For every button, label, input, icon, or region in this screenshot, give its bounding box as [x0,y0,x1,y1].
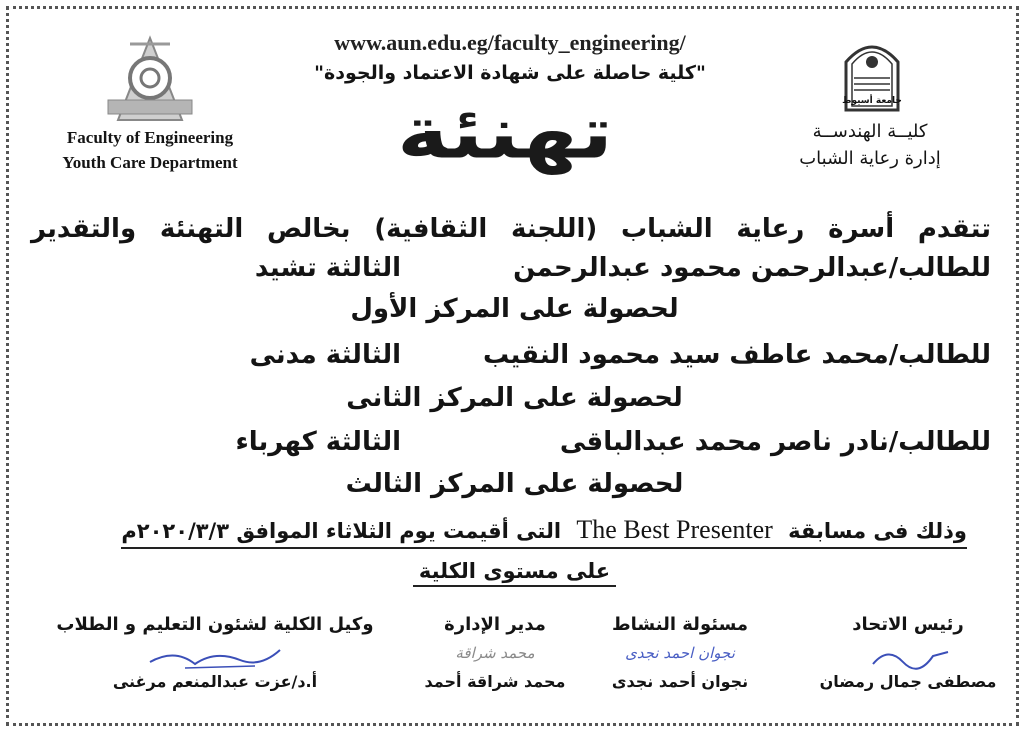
winner-row-1 [36,253,991,289]
signature-1-role: رئيس الاتحاد [852,614,964,635]
faculty-name-arabic [780,118,960,172]
competition-intro-text: وذلك فى مسابقة [788,519,967,543]
faculty-name-ar-line1: كليــة الهندســة [812,121,928,142]
department-name-en-line2: Youth Care Department [62,153,238,172]
accreditation-note: "كلية حاصلة على شهادة الاعتماد والجودة" [314,62,706,84]
competition-level-text: على مستوى الكلية [413,559,616,587]
signature-3-name: محمد شراقة أحمد [424,672,566,691]
signature-2-role: مسئولة النشاط [611,614,749,635]
winner-3-name: للطالب/نادر ناصر محمد عبدالباقى [559,427,991,457]
competition-date-text: التى أقيمت يوم الثلاثاء الموافق ٢٠٢٠/٣/٣م [121,519,562,543]
winner-1-department: الثالثة تشيد [254,253,401,283]
winner-3-department: الثالثة كهرباء [235,427,401,457]
competition-name: The Best Presenter [576,515,773,544]
intro-sentence: تتقدم أسرة رعاية الشباب (اللجنة الثقافية) بخالص التهنئة والتقدير [31,214,991,244]
signature-1-scribble [808,644,1008,672]
signature-3-handwriting: محمد شراقة [455,644,535,662]
signature-3-role: مدير الإدارة [444,614,546,635]
winner-2-name: للطالب/محمد عاطف سيد محمود النقيب [483,340,991,370]
university-emblem-logo [840,32,904,112]
signature-activity-supervisor [590,614,770,691]
signature-2-name: نجوان أحمد نجدى [611,672,749,691]
competition-statement [121,515,967,549]
faculty-name-en-line1: Faculty of Engineering [66,128,234,147]
winner-row-3 [36,427,991,463]
winner-row-2 [36,340,991,376]
logo-university-label: جامعة أسيوط [842,96,902,106]
signature-administration-director [410,614,580,691]
congratulations-headline: تهنئة [396,90,614,175]
signature-4-role: وكيل الكلية لشئون التعليم و الطلاب [56,614,374,635]
signature-vice-dean [30,614,400,691]
faculty-name-english [30,125,270,175]
signature-4-scribble [30,644,400,672]
winner-1-place: لحصولة على المركز الأول [350,294,679,324]
department-name-ar-line2: إدارة رعاية الشباب [799,148,941,169]
signature-union-president [808,614,1008,691]
signature-4-name: أ.د/عزت عبدالمنعم مرغنى [112,672,318,691]
winner-1-name: للطالب/عبدالرحمن محمود عبدالرحمن [513,253,991,283]
winner-3-place: لحصولة على المركز الثالث [345,469,684,499]
winner-2-department: الثالثة مدنى [249,340,401,370]
signature-2-handwriting: نجوان احمد نجدى [625,644,735,662]
winner-2-place: لحصولة على المركز الثانى [346,383,683,413]
competition-level-line [0,559,1029,583]
signature-1-name: مصطفى جمال رمضان [819,672,997,691]
faculty-emblem-logo [100,30,200,125]
faculty-website-url[interactable]: www.aun.edu.eg/faculty_engineering/ [334,30,686,55]
